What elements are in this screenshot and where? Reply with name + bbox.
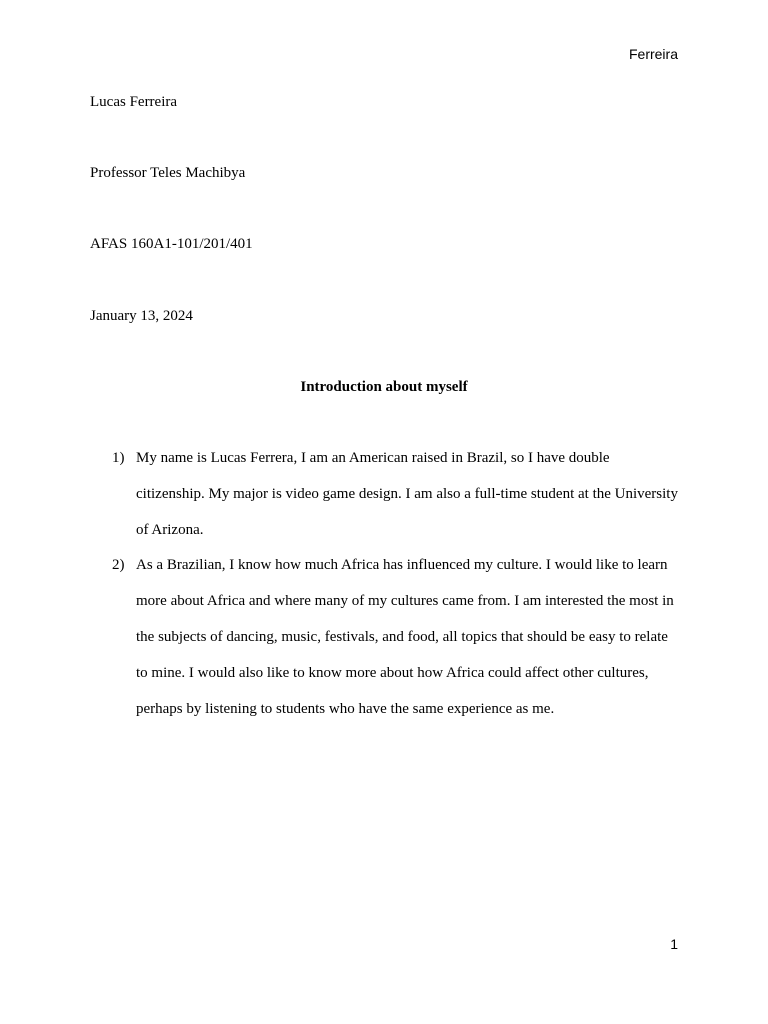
document-date: January 13, 2024 — [90, 308, 193, 324]
student-name: Lucas Ferreira — [90, 94, 178, 110]
professor-name: Professor Teles Machibya — [90, 165, 246, 181]
document-title: Introduction about myself — [300, 379, 468, 395]
list-item-text: As a Brazilian, I know how much Africa has influenced my culture. I would like to learn more about Africa and where many of my cultures came from. I am interested the most in the subjects of dancing, music, festivals, and food, all topics that should be easy to relate to mine. I would also like to know more about how Africa could affect other cultures, perhaps by listening to students who have the same experience as me. — [136, 557, 674, 717]
list-item-number: 2) — [112, 557, 125, 574]
running-header: Ferreira — [628, 46, 678, 62]
list-item-text: My name is Lucas Ferrera, I am an American raised in Brazil, so I have double citizenship. My major is video game design. I am also a full-time student at the University of Arizona. — [136, 450, 678, 538]
list-item-number: 1) — [112, 450, 125, 466]
list-item — [112, 441, 682, 548]
page-number: 1 — [670, 936, 678, 952]
list-item — [112, 548, 682, 727]
course-code: AFAS 160A1-101/201/401 — [90, 236, 253, 252]
numbered-list — [112, 441, 682, 727]
